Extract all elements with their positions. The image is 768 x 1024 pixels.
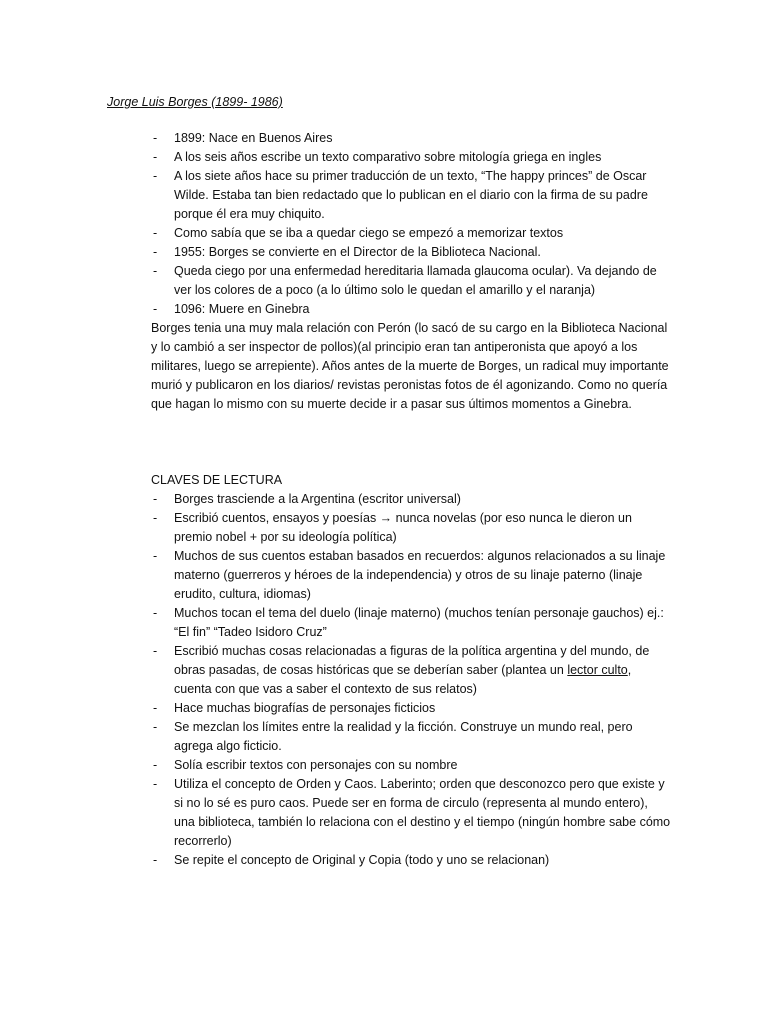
arrow-right-icon: →	[379, 511, 393, 525]
peron-paragraph: Borges tenia una muy mala relación con Perón (lo sacó de su cargo en la Biblioteca Nacional y lo cambió a ser inspector de pollos)(al principio eran tan antiperonista que apoyó a los militares, luego se arrepiente). Años antes de la muerte de Borges, un radical muy importante murió y publicaron en los diarios/ revistas peronistas fotos de él agonizando. Como no quería que hagan lo mismo con su muerte decide ir a pasar sus últimos momentos a Ginebra.	[151, 321, 669, 411]
bio-item-memorize: - Como sabía que se iba a quedar ciego se empezó a memorizar textos	[151, 224, 671, 243]
document-title: Jorge Luis Borges (1899- 1986)	[107, 95, 283, 109]
claves-item-biographies: - Hace muchas biografías de personajes ficticios	[151, 699, 671, 718]
claves-item-genres-text-a: Escribió cuentos, ensayos y poesías	[174, 511, 380, 525]
claves-item-reality-fiction: - Se mezclan los límites entre la realidad y la ficción. Construye un mundo real, pero agrega algo ficticio.	[151, 718, 671, 756]
claves-item-order-chaos: - Utiliza el concepto de Orden y Caos. Laberinto; orden que desconozco pero que existe y si no lo sé es puro caos. Puede ser en forma de circulo (representa al mundo entero), una biblioteca, también lo relaciona con el destino y el tiempo (ningún hombre sabe cómo recorrerlo)	[151, 775, 671, 851]
bio-block	[151, 129, 671, 414]
claves-block	[151, 471, 671, 870]
bio-item-library-director: - 1955: Borges se convierte en el Director de la Biblioteca Nacional.	[151, 243, 671, 262]
claves-heading: CLAVES DE LECTURA	[151, 473, 283, 487]
bio-list	[151, 129, 671, 319]
claves-item-politics	[151, 642, 671, 699]
bio-item-mythology-text: - A los seis años escribe un texto comparativo sobre mitología griega en ingles	[151, 148, 671, 167]
claves-item-memories: - Muchos de sus cuentos estaban basados en recuerdos: algunos relacionados a su linaje materno (guerreros y héroes de la independencia) y otros de su linaje paterno (linaje erudito, cultura, idiomas)	[151, 547, 671, 604]
bio-item-birth: - 1899: Nace en Buenos Aires	[151, 129, 671, 148]
bio-item-blindness: - Queda ciego por una enfermedad hereditaria llamada glaucoma ocular). Va dejando de ver los colores de a poco (a lo último solo le quedan el amarillo y el naranja)	[151, 262, 671, 300]
lector-culto-term: lector culto	[567, 663, 628, 677]
claves-item-politics-text-b: , cuenta con que vas a saber el contexto de sus relatos)	[174, 663, 632, 696]
claves-item-politics-text-a: Escribió muchas cosas relacionadas a figuras de la política argentina y del mundo, de obras pasadas, de cosas históricas que se deberían saber (plantea un	[174, 644, 650, 677]
bio-item-death: - 1096: Muere en Ginebra	[151, 300, 671, 319]
claves-item-original-copy: - Se repite el concepto de Original y Copia (todo y uno se relacionan)	[151, 851, 671, 870]
claves-item-universal: - Borges trasciende a la Argentina (escritor universal)	[151, 490, 671, 509]
claves-item-own-name: - Solía escribir textos con personajes con su nombre	[151, 756, 671, 775]
claves-list	[151, 490, 671, 870]
bio-item-first-translation: - A los siete años hace su primer traducción de un texto, “The happy princes” de Oscar Wilde. Estaba tan bien redactado que lo publican en el diario con la firma de su padre porque él era muy chiquito.	[151, 167, 671, 224]
claves-item-genres-text-b: nunca novelas (por eso nunca le dieron un premio nobel + por su ideología política)	[174, 511, 632, 544]
claves-item-duel: - Muchos tocan el tema del duelo (linaje materno) (muchos tenían personaje gauchos) ej.: “El fin” “Tadeo Isidoro Cruz”	[151, 604, 671, 642]
claves-item-genres	[151, 509, 671, 547]
